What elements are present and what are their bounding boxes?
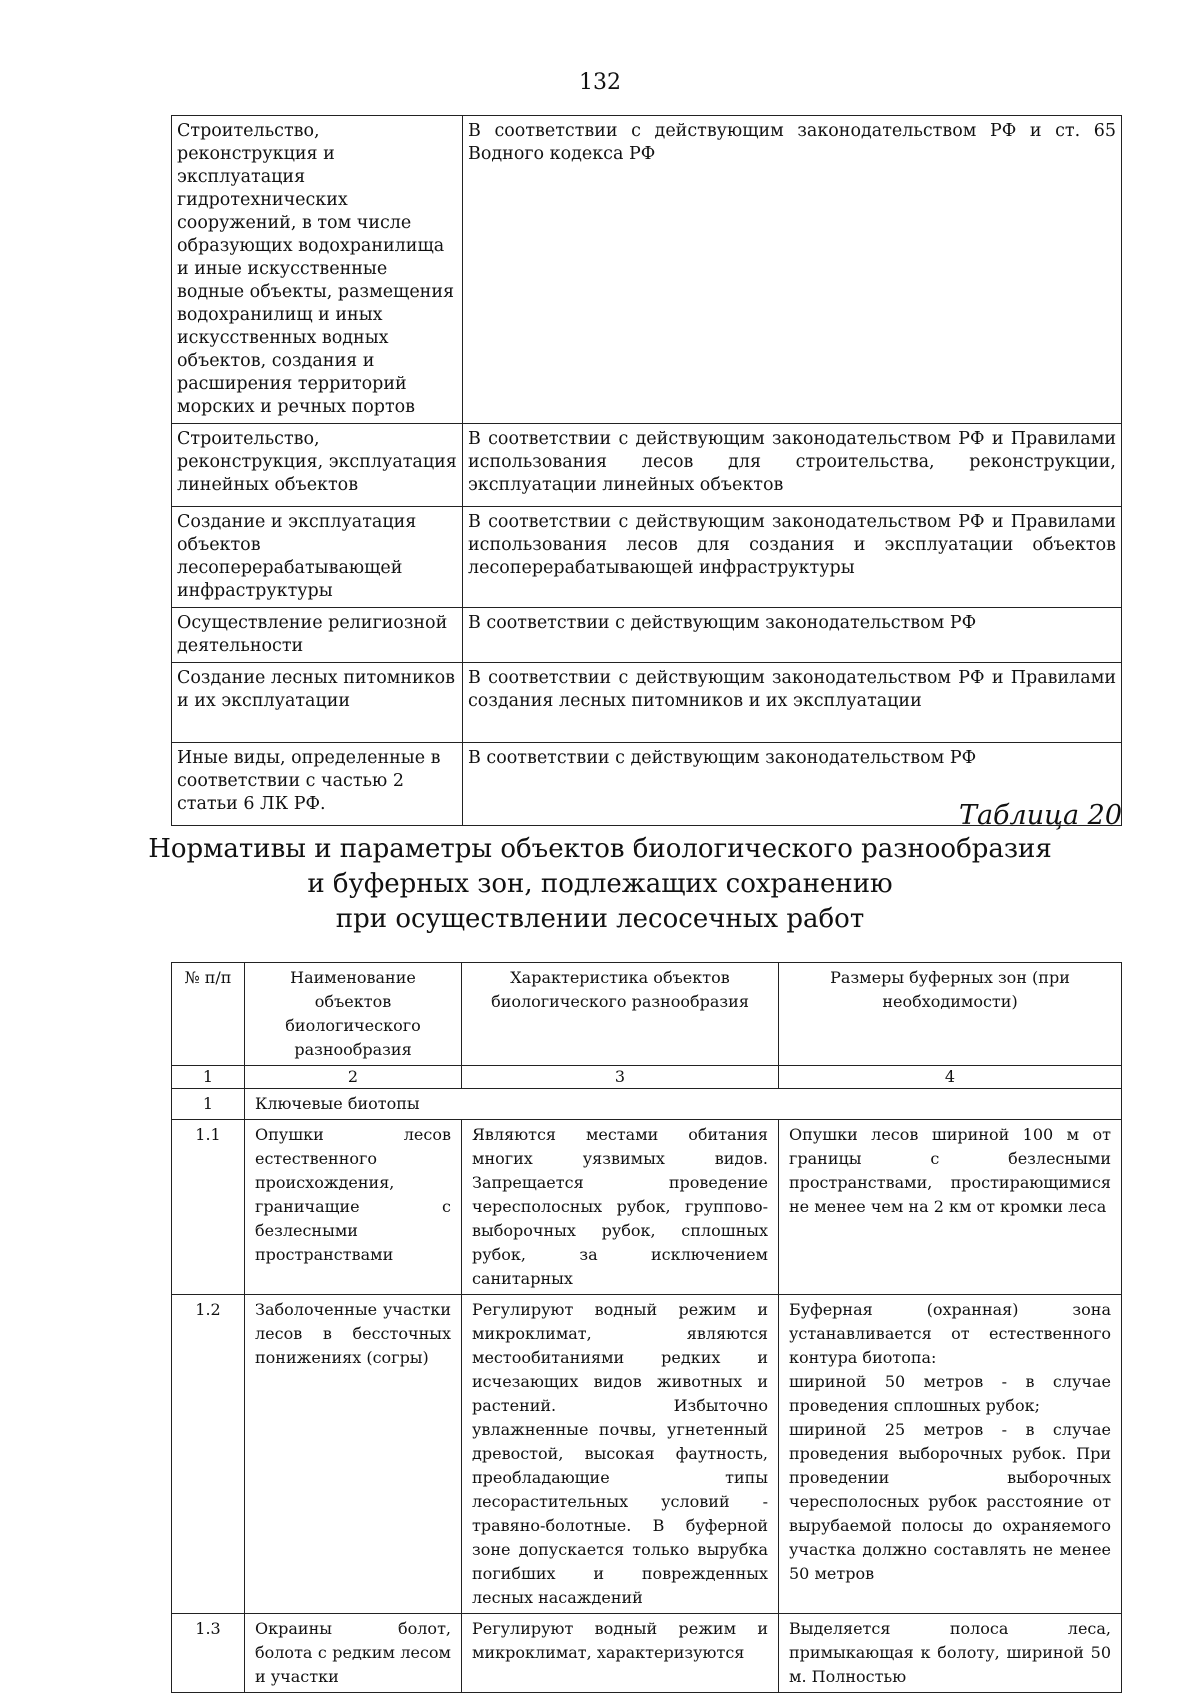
requirement-cell: В соответствии с действующим законодательством РФ и Правилами создания лесных питомников и их эксплуатации <box>463 663 1122 743</box>
table-row <box>172 424 1122 507</box>
header-buffer: Размеры буферных зон (при необходимости) <box>779 963 1122 1066</box>
object-name: Заболоченные участки лесов в бессточных понижениях (согры) <box>245 1295 462 1614</box>
table-row <box>172 663 1122 743</box>
table-title-line: при осуществлении лесосечных работ <box>335 904 865 934</box>
section-title: Ключевые биотопы <box>245 1089 1122 1120</box>
header-characteristic: Характеристика объектов биологического разнообразия <box>462 963 779 1066</box>
object-name: Опушки лесов естественного происхождения, граничащие с безлесными пространствами <box>245 1120 462 1295</box>
section-num: 1 <box>172 1089 245 1120</box>
object-characteristic: Регулируют водный режим и микроклимат, являются местообитаниями редких и исчезающих видов животных и растений. Избыточно увлажненные почвы, угнетенный древостой, высокая фаутность, преобладающие типы лесорастительных условий - травяно-болотные. В буферной зоне допускается только вырубка погибших и поврежденных лесных насаждений <box>462 1295 779 1614</box>
header-name: Наименование объектов биологического разнообразия <box>245 963 462 1066</box>
header-num: № п/п <box>172 963 245 1066</box>
buffer-paragraph: шириной 50 метров - в случае проведения сплошных рубок; <box>789 1372 1111 1415</box>
requirement-cell: В соответствии с действующим законодательством РФ и Правилами использования лесов для строительства, реконструкции, эксплуатации линейных объектов <box>463 424 1122 507</box>
table-label: Таблица 20 <box>958 800 1122 831</box>
column-number: 3 <box>462 1066 779 1089</box>
buffer-paragraph: Буферная (охранная) зона устанавливается от естественного контура биотопа: <box>789 1300 1111 1367</box>
table-row <box>172 1295 1122 1614</box>
column-number: 1 <box>172 1066 245 1089</box>
table-row <box>172 507 1122 608</box>
row-num: 1.2 <box>172 1295 245 1614</box>
table-row <box>172 608 1122 663</box>
activity-cell: Строительство, реконструкция, эксплуатация линейных объектов <box>172 424 463 507</box>
requirement-cell: В соответствии с действующим законодательством РФ <box>463 608 1122 663</box>
row-num: 1.3 <box>172 1614 245 1693</box>
buffer-paragraph: шириной 25 метров - в случае проведения выборочных рубок. При проведении выборочных чересполосных рубок расстояние от вырубаемой полосы до охраняемого участка должно составлять не менее 50 метров <box>789 1420 1111 1583</box>
table-title-line: и буферных зон, подлежащих сохранению <box>307 869 893 899</box>
object-name: Окраины болот, болота с редким лесом и участки <box>245 1614 462 1693</box>
page-number: 132 <box>579 70 621 95</box>
activity-cell: Создание и эксплуатация объектов лесоперерабатывающей инфраструктуры <box>172 507 463 608</box>
land-use-table <box>171 115 1122 826</box>
object-characteristic: Являются местами обитания многих уязвимых видов. Запрещается проведение чересполосных рубок, группово-выборочных рубок, сплошных рубок, за исключением санитарных <box>462 1120 779 1295</box>
biodiversity-table <box>171 962 1122 1693</box>
table-row <box>172 116 1122 424</box>
table-row <box>172 1614 1122 1693</box>
buffer-zone: Выделяется полоса леса, примыкающая к болоту, шириной 50 м. Полностью <box>779 1614 1122 1693</box>
column-number-row <box>172 1066 1122 1089</box>
buffer-zone: Опушки лесов шириной 100 м от границы с безлесными пространствами, простирающимися не менее чем на 2 км от кромки леса <box>779 1120 1122 1295</box>
activity-cell: Создание лесных питомников и их эксплуатации <box>172 663 463 743</box>
object-characteristic: Регулируют водный режим и микроклимат, характеризуются <box>462 1614 779 1693</box>
activity-cell: Осуществление религиозной деятельности <box>172 608 463 663</box>
activity-cell: Иные виды, определенные в соответствии с частью 2 статьи 6 ЛК РФ. <box>172 743 463 826</box>
section-row <box>172 1089 1122 1120</box>
column-number: 2 <box>245 1066 462 1089</box>
table-title-line: Нормативы и параметры объектов биологического разнообразия <box>148 834 1052 864</box>
header-row <box>172 963 1122 1066</box>
activity-cell: Строительство, реконструкция и эксплуатация гидротехнических сооружений, в том числе образующих водохранилища и иные искусственные водные объекты, размещения водохранилищ и иных искусственных водных объектов, создания и расширения территорий морских и речных портов <box>172 116 463 424</box>
requirement-cell: В соответствии с действующим законодательством РФ <box>463 743 1122 826</box>
requirement-cell: В соответствии с действующим законодательством РФ и ст. 65 Водного кодекса РФ <box>463 116 1122 424</box>
requirement-cell: В соответствии с действующим законодательством РФ и Правилами использования лесов для создания и эксплуатации объектов лесоперерабатывающей инфраструктуры <box>463 507 1122 608</box>
table-title <box>0 832 1200 937</box>
column-number: 4 <box>779 1066 1122 1089</box>
row-num: 1.1 <box>172 1120 245 1295</box>
table-row <box>172 1120 1122 1295</box>
buffer-zone <box>779 1295 1122 1614</box>
